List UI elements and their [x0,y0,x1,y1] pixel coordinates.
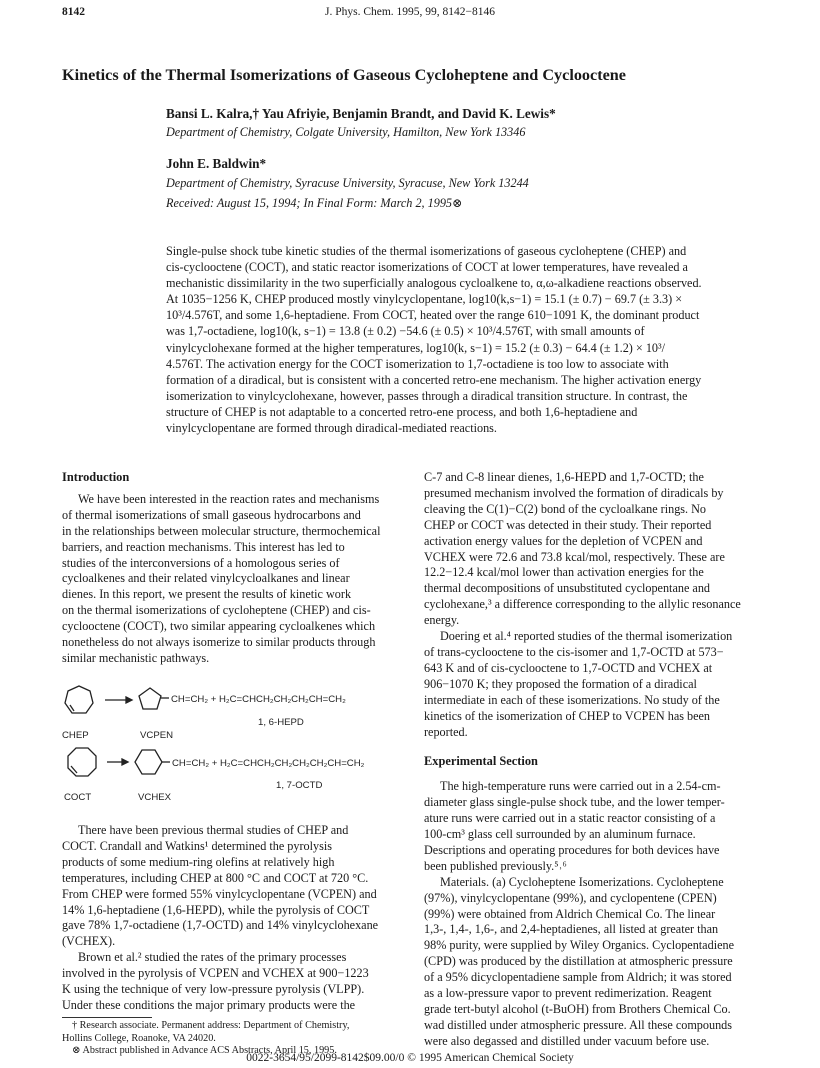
text-line: thermal decompositions of unsubstituted cyclopentane and [424,581,711,596]
right-paragraph-1 [424,470,760,629]
text-line: studies of the interconversions of a homologous series of [62,555,340,570]
text-line: Descriptions and operating procedures for both devices have [424,842,720,857]
text-line: of thermal isomerizations of small gaseous hydrocarbons and [62,507,361,522]
text-line: as a low-pressure vapor to prevent redimerization. Reagent [424,986,712,1001]
abstract-line: At 1035−1256 K, CHEP produced mostly vinylcyclopentane, log10(k,s−1) = 15.1 (± 0.7) − 69.7 (± 3.3) × [166,292,683,307]
affiliation-2: Department of Chemistry, Syracuse University, Syracuse, New York 13244 [166,176,529,190]
text-line: (VCHEX). [62,934,116,949]
abstract-line: was 1,7-octadiene, log10(k, s−1) = 13.8 (± 0.2) −54.6 (± 0.5) × 10³/4.576T, with small amounts of [166,324,645,339]
intro-continued [62,823,402,1014]
text-line: 643 K and of cis-cyclooctene to 1,7-OCTD and VCHEX at [424,660,713,675]
text-line: We have been interested in the reaction rates and mechanisms [78,491,380,506]
text-line: 12.2−12.4 kcal/mol lower than activation energies for the [424,565,704,580]
text-line: gave 78% 1,7-octadiene (1,7-OCTD) and 14% vinylcyclohexane [62,918,379,933]
right-column [424,470,760,1050]
right-paragraph-4 [424,875,760,1050]
paper-title: Kinetics of the Thermal Isomerizations of Gaseous Cycloheptene and Cyclooctene [62,66,626,84]
abstract-line: mechanistic dissimilarity in the two superficially analogous cycloalkene to, α,ω-alkadiene reactions observed. [166,276,702,291]
text-line: activation energy values for the depletion of VCPEN and [424,533,703,548]
authors-line-1: Bansi L. Kalra,† Yau Afriyie, Benjamin Brandt, and David K. Lewis* [166,106,556,121]
text-line: of a 95% dicyclopentadiene sample from Aldrich; it was stored [424,970,732,985]
authors-line-2: John E. Baldwin* [166,156,267,171]
text-line: energy. [424,613,460,628]
text-line: on the thermal isomerizations of cycloheptene (CHEP) and cis- [62,603,371,618]
text-line: products of some medium-ring olefins at relatively high [62,854,335,869]
text-line: reported. [424,724,468,739]
footnote-rule [62,1017,152,1018]
text-line: C-7 and C-8 linear dienes, 1,6-HEPD and 1,7-OCTD; the [424,470,704,484]
text-line: been published previously.⁵˒⁶ [424,858,567,873]
label-coct: COCT [64,792,92,803]
text-line: The high-temperature runs were carried out in a 2.54-cm- [440,779,721,794]
right-paragraph-3 [424,779,760,874]
text-line: 14% 1,6-heptadiene (1,6-HEPD), while the pyrolysis of COCT [62,902,370,917]
reaction-scheme [62,678,402,820]
text-line: grade tert-butyl alcohol (t-BuOH) from Brothers Chemical Co. [424,1002,731,1016]
text-line: (97%), vinylcyclopentane (99%), and cyclopentene (CPEN) [424,890,717,905]
label-chep: CHEP [62,730,89,741]
page-number: 8142 [62,6,85,18]
text-line: From CHEP were formed 55% vinylcyclopentane (VCPEN) and [62,886,377,901]
text-line: nonetheless do not always isomerize to similar products through [62,635,376,650]
text-line: 1,3-, 1,4-, 1,6-, and 2,4-heptadienes, all listed at greater than [424,922,719,937]
intro-paragraph-1 [62,492,402,667]
text-line: involved in the pyrolysis of VCPEN and VCHEX at 900−1223 [62,966,369,981]
experimental-heading: Experimental Section [424,754,538,769]
text-line: barriers, and reaction mechanisms. This interest has led to [62,539,345,554]
abstract-line: vinylcyclopentane are formed through diradical-mediated reactions. [166,421,497,436]
text-line: cycloalkenes and their related vinylcycloalkanes and linear [62,571,350,586]
text-line: kinetics of the isomerization of CHEP to VCPEN has been [424,708,711,723]
text-line: intermediate in each of these isomerizations. No study of the [424,692,720,707]
text-line: of trans-cyclooctene to the cis-isomer and 1,7-OCTD at 573− [424,644,724,659]
footnote-line: Hollins College, Roanoke, VA 24020. [62,1032,216,1044]
text-line: temperatures, including CHEP at 800 °C and COCT at 720 °C. [62,870,369,885]
text-line: similar mechanistic pathways. [62,650,210,665]
abstract-line: structure of CHEP is not adaptable to a concerted retro-ene process, and both 1,6-heptadiene and [166,404,638,419]
label-1-6-hepd: 1, 6-HEPD [258,717,304,728]
text-line: Doering et al.⁴ reported studies of the thermal isomerization [440,629,733,644]
journal-citation: J. Phys. Chem. 1995, 99, 8142−8146 [324,6,496,18]
text-line: VCHEX were 72.6 and 73.8 kcal/mol, respectively. These are [424,549,725,564]
text-line: COCT. Crandall and Watkins¹ determined the pyrolysis [62,838,332,853]
cyclopentane-ring [139,688,161,709]
cycloheptene-ring [65,686,93,713]
text-line: There have been previous thermal studies of CHEP and [78,823,349,837]
abstract-line: cis-cyclooctene (COCT), and static reactor isomerizations of COCT at lower temperatures, have revealed a [166,260,688,275]
text-line: Under these conditions the major primary products were the [62,997,356,1012]
text-line: Brown et al.² studied the rates of the primary processes [78,950,347,965]
abstract-line: isomerization to vinylcyclohexane, however, passes through a diradical transition structure. In contrast, the [166,388,688,403]
text-line: diameter glass single-pulse shock tube, and the lower temper- [424,795,725,810]
text-line: presumed mechanism involved the formation of diradicals by [424,485,724,500]
abstract [166,243,752,436]
text-line: were also degassed and distilled under vacuum before use. [424,1033,710,1048]
right-paragraph-2 [424,629,760,740]
text-line: 100-cm³ glass cell surrounded by an aluminum furnace. [424,827,696,842]
cyclohexane-ring [135,750,162,774]
text-line: 906−1070 K; they proposed the formation of a diradical [424,676,697,691]
text-line: 98% purity, were supplied by Wiley Organics. Cyclopentadiene [424,938,734,953]
text-line: cleaving the C(1)−C(2) bond of the cycloalkane rings. No [424,501,707,516]
text-line: wad distilled under atmospheric pressure. All these compounds [424,1017,733,1032]
text-line: ature runs were carried out in a static reactor consisting of a [424,811,716,826]
abstract-line: 10³/4.576T, and some 1,6-heptadiene. From COCT, heated over the range 610−1091 K, the dominant product [166,308,700,323]
label-1-7-octd: 1, 7-OCTD [276,780,323,791]
text-line: (CPD) was produced by the distillation at atmospheric pressure [424,954,733,969]
scheme-products-1: CH=CH₂ + H₂C=CHCH₂CH₂CH₂CH=CH₂ [171,694,346,705]
abstract-line: formation of a diradical, but is consistent with a concerted retro-ene mechanism. The higher activation energy [166,372,702,387]
intro-paragraph-2 [62,823,402,950]
label-vchex: VCHEX [138,792,172,803]
text-line: cyclooctene (COCT), two similar appearing cycloalkenes which [62,619,376,634]
footnote-line: ⊗ Abstract published in Advance ACS Abstracts, April 15, 1995. [72,1045,337,1057]
affiliation-1: Department of Chemistry, Colgate University, Hamilton, New York 13346 [166,125,526,139]
text-line: CHEP or COCT was detected in their study. Their reported [424,517,712,532]
page-footer: 0022-3654/95/2099-8142$09.00/0 © 1995 American Chemical Society [246,1052,574,1064]
intro-paragraph-3 [62,950,402,1014]
label-vcpen: VCPEN [140,730,174,741]
introduction-section [62,470,402,667]
abstract-line: Single-pulse shock tube kinetic studies of the thermal isomerizations of gaseous cycloheptene (CHEP) and [166,244,687,258]
abstract-line: vinylcyclohexane formed at the higher temperatures, log10(k, s−1) = 15.2 (± 0.3) − 64.4 (± 1.2) × 10³/ [166,340,666,355]
text-line: in the relationships between molecular structure, thermochemical [62,523,381,538]
scheme-products-2: CH=CH₂ + H₂C=CHCH₂CH₂CH₂CH₂CH=CH₂ [172,758,365,769]
text-line: Materials. (a) Cycloheptene Isomerizations. Cycloheptene [440,874,724,889]
footnote-line: † Research associate. Permanent address: Department of Chemistry, [72,1020,350,1031]
abstract-line: 4.576T. The activation energy for the COCT isomerization to 1,7-octadiene is too low to associate with [166,356,669,371]
introduction-heading: Introduction [62,470,130,484]
cyclooctene-ring [68,748,96,776]
received-dates: Received: August 15, 1994; In Final Form: March 2, 1995⊗ [166,196,463,210]
text-line: dienes. In this report, we present the results of kinetic work [62,587,352,602]
text-line: K using the technique of very low-pressure pyrolysis (VLPP). [62,982,365,997]
text-line: (99%) were obtained from Aldrich Chemical Co. The linear [424,906,716,921]
text-line: cyclohexane,³ a difference corresponding to the allylic resonance [424,597,741,612]
